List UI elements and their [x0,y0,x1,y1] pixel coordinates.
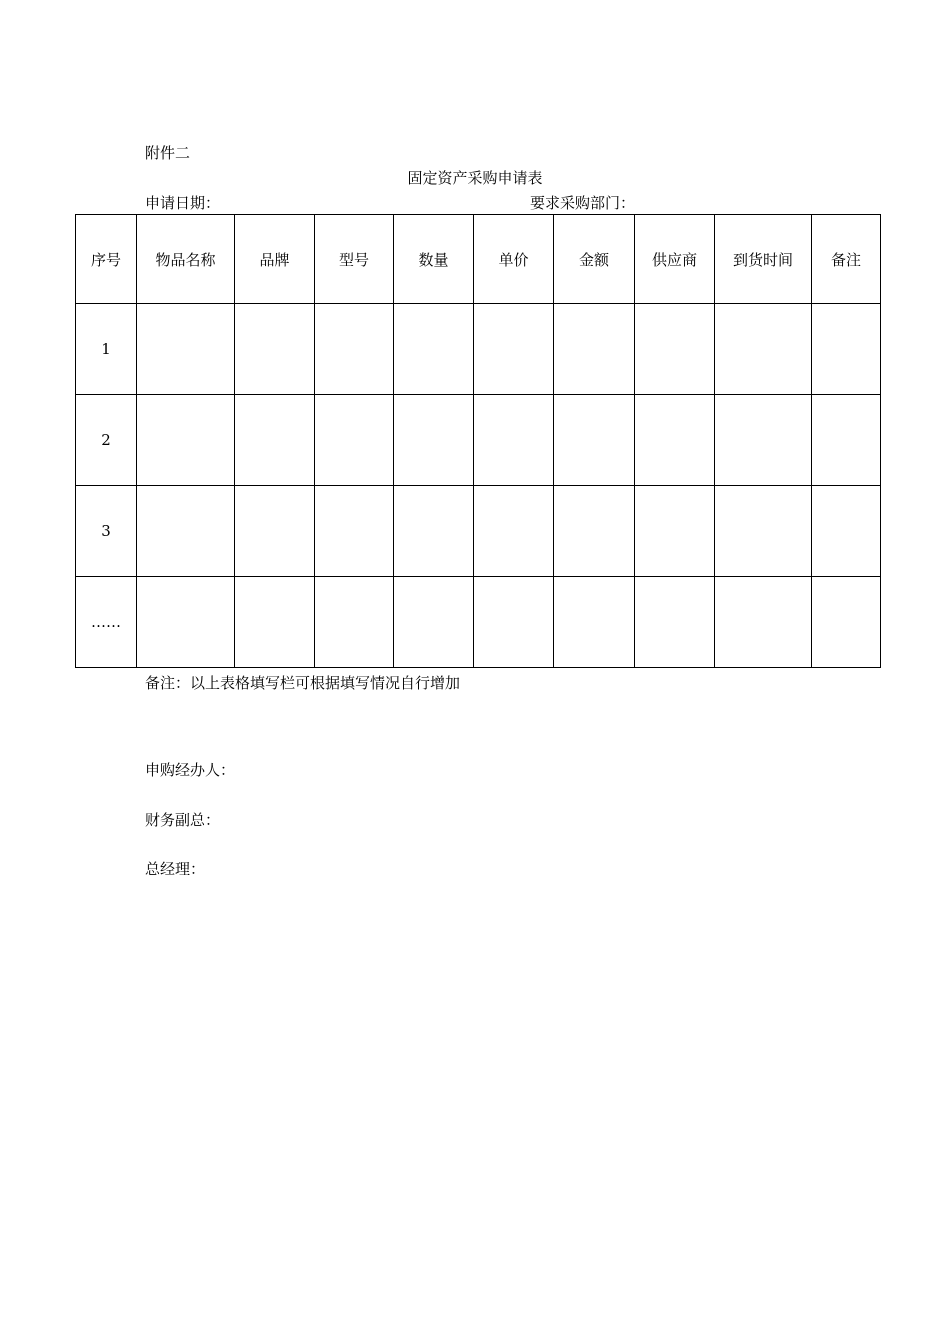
column-header-amount: 金额 [554,215,635,304]
table-header-row [76,215,881,304]
unit-price-cell[interactable] [474,304,554,395]
column-header-index: 序号 [76,215,137,304]
item-name-cell[interactable] [137,395,235,486]
item-name-cell[interactable] [137,577,235,668]
model-cell[interactable] [315,304,394,395]
column-header-supplier: 供应商 [635,215,715,304]
row-index-cell: 2 [76,395,137,486]
signature-finance-vp-label: 财务副总： [145,811,221,829]
arrival-time-cell[interactable] [715,304,812,395]
table-row [76,486,881,577]
unit-price-cell[interactable] [474,395,554,486]
remarks-cell[interactable] [812,577,881,668]
table-row [76,395,881,486]
brand-cell[interactable] [235,304,315,395]
quantity-cell[interactable] [394,486,474,577]
remarks-cell[interactable] [812,486,881,577]
column-header-arrival-time: 到货时间 [715,215,812,304]
supplier-cell[interactable] [635,486,715,577]
quantity-cell[interactable] [394,395,474,486]
table-row [76,304,881,395]
amount-cell[interactable] [554,486,635,577]
column-header-unit-price: 单价 [474,215,554,304]
request-department-label: 要求采购部门： [530,194,636,212]
quantity-cell[interactable] [394,304,474,395]
quantity-cell[interactable] [394,577,474,668]
column-header-quantity: 数量 [394,215,474,304]
column-header-model: 型号 [315,215,394,304]
attachment-label: 附件二 [145,144,191,162]
brand-cell[interactable] [235,577,315,668]
remarks-cell[interactable] [812,395,881,486]
model-cell[interactable] [315,486,394,577]
unit-price-cell[interactable] [474,577,554,668]
table-note: 备注：以上表格填写栏可根据填写情况自行增加 [145,674,461,692]
row-index-cell: 3 [76,486,137,577]
unit-price-cell[interactable] [474,486,554,577]
remarks-cell[interactable] [812,304,881,395]
column-header-brand: 品牌 [235,215,315,304]
row-index-cell: …… [76,577,137,668]
purchase-request-table [75,214,881,668]
apply-date-label: 申请日期： [145,194,221,212]
amount-cell[interactable] [554,395,635,486]
supplier-cell[interactable] [635,577,715,668]
column-header-remarks: 备注 [812,215,881,304]
form-title: 固定资产采购申请表 [407,169,543,187]
arrival-time-cell[interactable] [715,486,812,577]
item-name-cell[interactable] [137,486,235,577]
arrival-time-cell[interactable] [715,577,812,668]
model-cell[interactable] [315,395,394,486]
supplier-cell[interactable] [635,395,715,486]
supplier-cell[interactable] [635,304,715,395]
arrival-time-cell[interactable] [715,395,812,486]
table-row [76,577,881,668]
amount-cell[interactable] [554,304,635,395]
brand-cell[interactable] [235,486,315,577]
model-cell[interactable] [315,577,394,668]
signature-general-manager-label: 总经理： [145,860,206,878]
signature-handler-label: 申购经办人： [145,761,236,779]
amount-cell[interactable] [554,577,635,668]
column-header-item-name: 物品名称 [137,215,235,304]
brand-cell[interactable] [235,395,315,486]
row-index-cell: 1 [76,304,137,395]
item-name-cell[interactable] [137,304,235,395]
